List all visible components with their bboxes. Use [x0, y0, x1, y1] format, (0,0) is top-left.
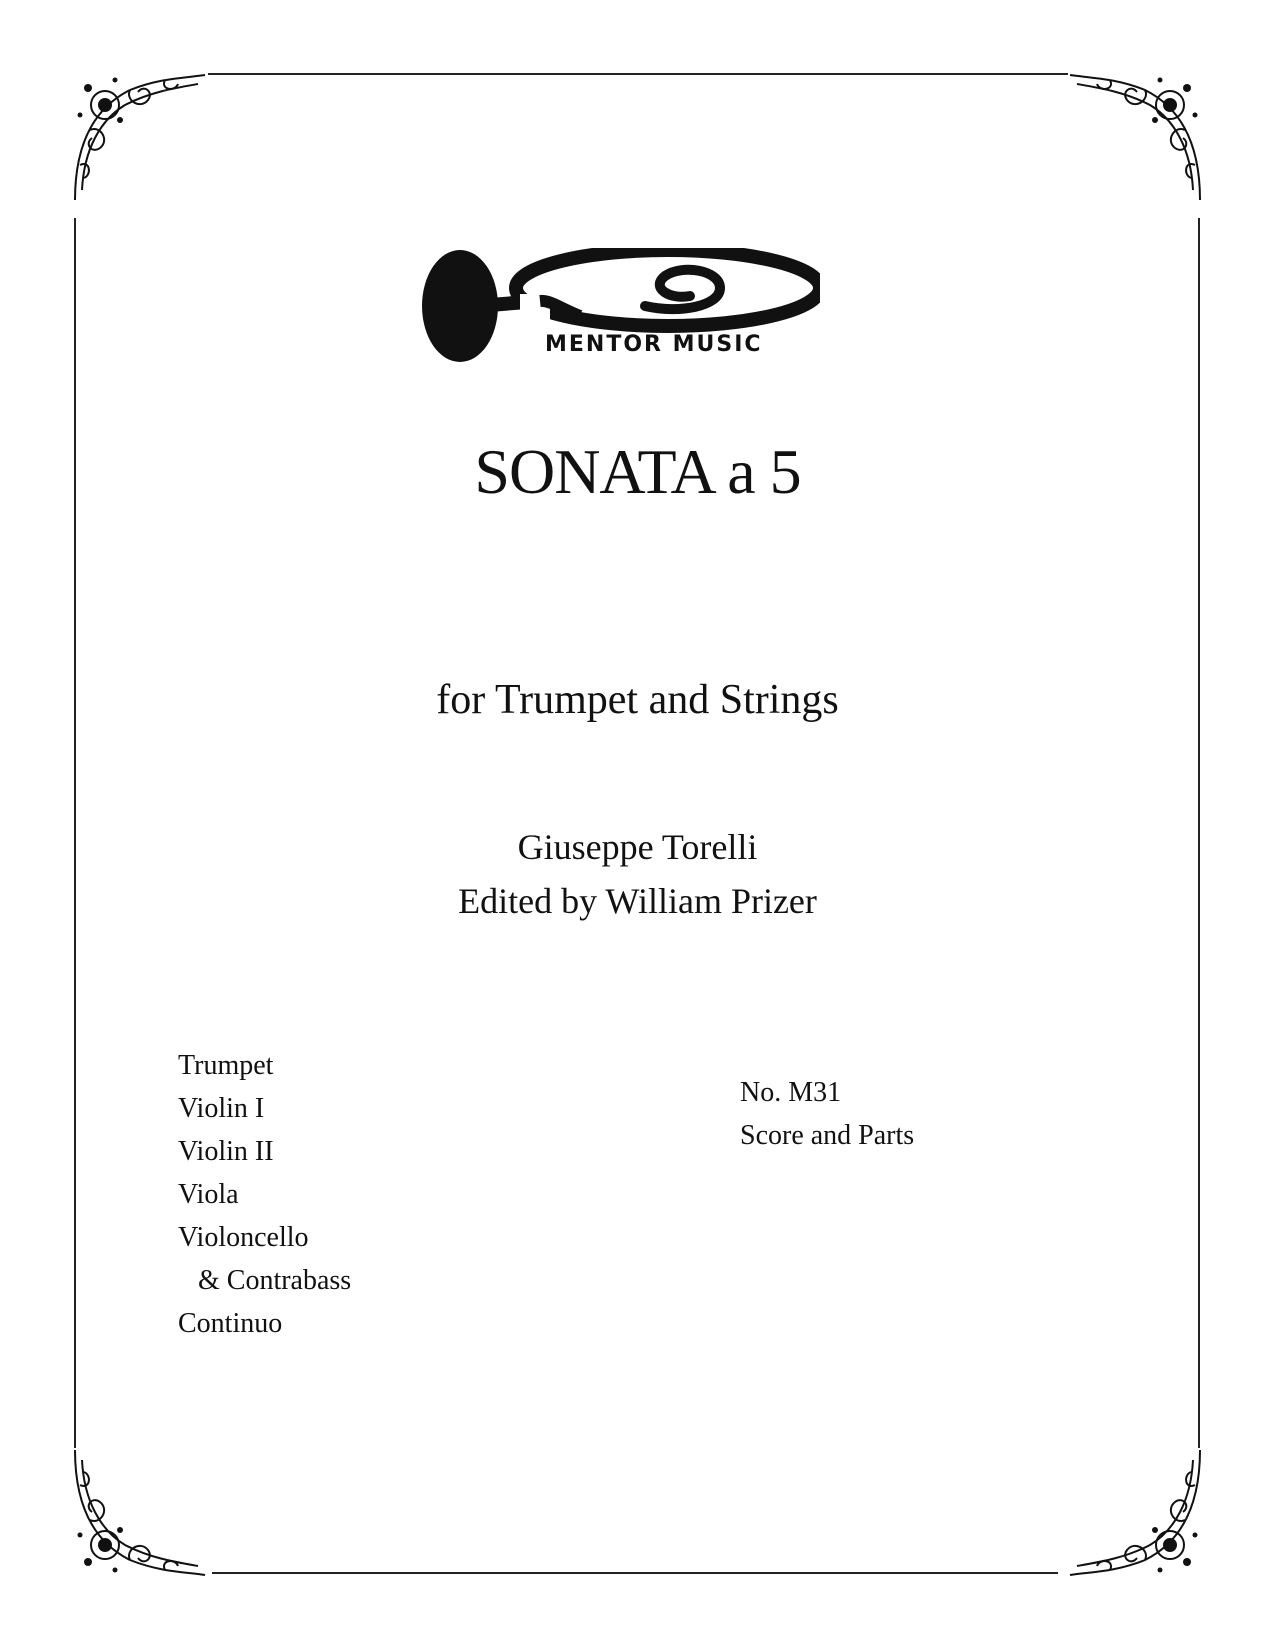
list-item: Violin II [178, 1136, 274, 1167]
ornament-corner-bottom-right [1065, 1440, 1205, 1580]
subtitle: for Trumpet and Strings [436, 677, 839, 723]
catalog-info [740, 1071, 914, 1157]
list-item: Violin I [178, 1093, 265, 1124]
border-bottom [212, 1572, 1058, 1574]
publisher-name: MENTOR MUSIC [545, 332, 763, 357]
list-item: Trumpet [178, 1050, 274, 1081]
page-title: SONATA a 5 [474, 436, 801, 507]
catalog-contents: Score and Parts [740, 1120, 915, 1151]
composer: Giuseppe Torelli [517, 827, 758, 867]
list-item: Violoncello [178, 1222, 309, 1253]
ornament-corner-top-left [70, 70, 210, 210]
editor: Edited by William Prizer [458, 881, 817, 921]
ornament-corner-top-right [1065, 70, 1205, 210]
list-item: Continuo [178, 1308, 283, 1339]
list-item: & Contrabass [198, 1265, 352, 1296]
catalog-number: No. M31 [740, 1077, 842, 1108]
instrument-list [178, 1044, 351, 1345]
list-item: Viola [178, 1179, 239, 1210]
ornament-corner-bottom-left [70, 1440, 210, 1580]
border-top [208, 73, 1068, 75]
